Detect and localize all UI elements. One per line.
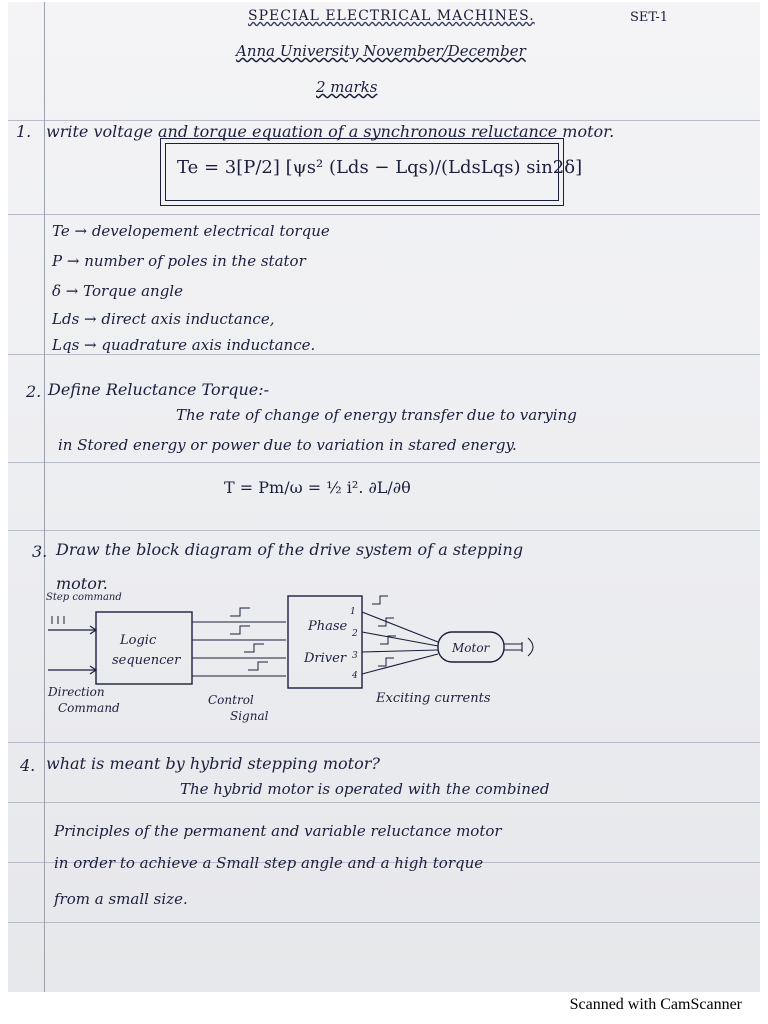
reluctance-formula: T = Pm/ω = ½ i². ∂L/∂θ bbox=[224, 478, 411, 497]
university-line: Anna University November/December bbox=[236, 42, 526, 60]
q1-def: P → number of poles in the stator bbox=[52, 252, 306, 270]
q2-answer: in Stored energy or power due to variation in stared energy. bbox=[58, 436, 517, 454]
pulse-waveform-icons bbox=[372, 596, 396, 666]
port-label: 3 bbox=[352, 651, 358, 661]
q4-answer: from a small size. bbox=[54, 890, 188, 908]
control-label: Control bbox=[208, 693, 254, 707]
section-label: 2 marks bbox=[316, 78, 378, 96]
q4-number: 4. bbox=[20, 756, 36, 775]
q2-answer: The rate of change of energy transfer due to varying bbox=[176, 406, 577, 424]
q1-def: Lds → direct axis inductance, bbox=[52, 310, 275, 328]
command-label: Command bbox=[58, 701, 120, 715]
rotation-arrow-icon bbox=[528, 638, 533, 656]
ruled-line bbox=[8, 922, 760, 923]
torque-formula: Te = 3[P/2] [ψs² (Lds − Lqs)/(LdsLqs) sin2δ] bbox=[177, 157, 583, 178]
page-title: SPECIAL ELECTRICAL MACHINES. bbox=[248, 8, 535, 24]
motor-label: Motor bbox=[452, 641, 490, 655]
port-label: 1 bbox=[350, 607, 356, 617]
sequencer-label: sequencer bbox=[112, 653, 181, 668]
q3-question: motor. bbox=[56, 574, 108, 593]
q2-number: 2. bbox=[26, 382, 42, 401]
exciting-currents-label: Exciting currents bbox=[376, 691, 491, 706]
ruled-line bbox=[8, 462, 760, 463]
ruled-line bbox=[8, 214, 760, 215]
pulse-train-icon bbox=[52, 616, 64, 624]
formula-box bbox=[160, 138, 583, 206]
port-label: 2 bbox=[352, 629, 358, 639]
scanner-watermark: Scanned with CamScanner bbox=[569, 996, 742, 1013]
pulse-waveform-icons bbox=[230, 608, 268, 670]
q1-def: Te → developement electrical torque bbox=[52, 222, 330, 240]
q1-question: write voltage and torque equation of a synchronous reluctance motor. bbox=[46, 122, 615, 141]
control-signal-lines bbox=[192, 622, 286, 676]
direction-label: Direction bbox=[48, 685, 105, 699]
driver-label: Driver bbox=[304, 651, 347, 666]
q4-answer: in order to achieve a Small step angle and a high torque bbox=[54, 854, 484, 872]
q4-question: what is meant by hybrid stepping motor? bbox=[46, 754, 380, 773]
motor-shaft-icon bbox=[504, 642, 522, 652]
port-label: 4 bbox=[352, 671, 358, 681]
notebook-page bbox=[8, 2, 760, 992]
ruled-line bbox=[8, 742, 760, 743]
exciting-current-lines bbox=[362, 612, 438, 674]
ruled-line bbox=[8, 354, 760, 355]
q4-answer: Principles of the permanent and variable reluctance motor bbox=[54, 822, 502, 840]
logic-sequencer-block bbox=[96, 612, 192, 684]
set-label: SET-1 bbox=[630, 10, 669, 25]
q1-def: δ → Torque angle bbox=[52, 282, 183, 300]
q1-number: 1. bbox=[16, 122, 32, 141]
ruled-line bbox=[8, 802, 760, 803]
signal-label: Signal bbox=[230, 709, 269, 723]
q3-question: Draw the block diagram of the drive system of a stepping bbox=[56, 540, 524, 559]
margin-line bbox=[44, 2, 45, 992]
q3-number: 3. bbox=[32, 542, 48, 561]
q4-answer: The hybrid motor is operated with the combined bbox=[180, 780, 550, 798]
step-command-label-1: Step command bbox=[46, 592, 122, 603]
q2-question: Define Reluctance Torque:- bbox=[48, 380, 270, 399]
ruled-line bbox=[8, 530, 760, 531]
ruled-line bbox=[8, 120, 760, 121]
logic-label: Logic bbox=[120, 633, 157, 648]
q1-def: Lqs → quadrature axis inductance. bbox=[52, 336, 316, 354]
stepper-drive-block-diagram bbox=[8, 582, 760, 732]
phase-label: Phase bbox=[308, 619, 348, 634]
